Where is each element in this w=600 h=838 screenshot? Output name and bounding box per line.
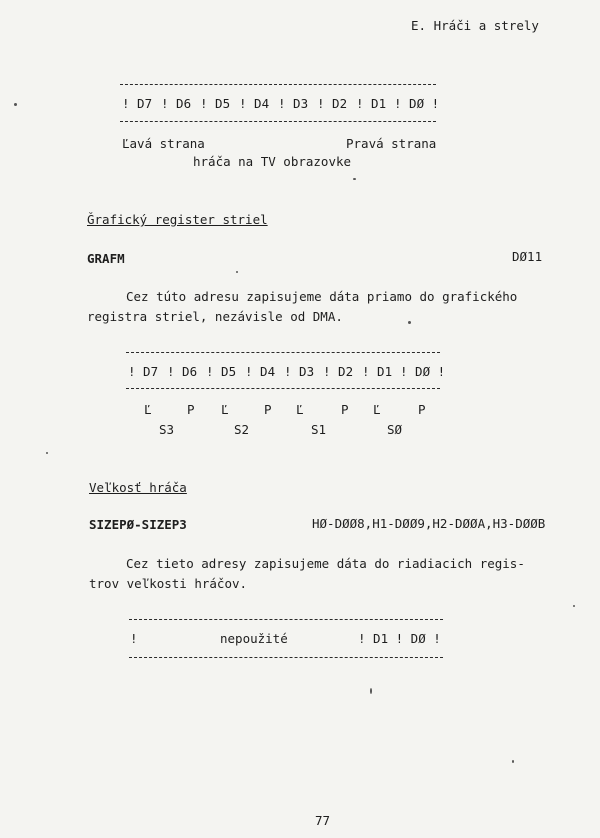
scan-speck — [353, 178, 356, 180]
scan-speck — [46, 452, 48, 454]
size-paragraph-line-2: trov veľkosti hráčov. — [89, 576, 248, 591]
missile-label-s2: S2 — [234, 422, 250, 437]
table-1-bit-d4: ! D4 — [239, 96, 270, 111]
scan-speck — [573, 605, 575, 607]
table-2-lp-label: P — [264, 402, 272, 417]
table-2-bit-d0: ! DØ ! — [400, 364, 446, 379]
table-3-unused-label: nepoužité — [220, 631, 288, 646]
table-2-bit-d7: ! D7 — [128, 364, 159, 379]
scan-speck — [370, 688, 372, 694]
table-1-bit-d0: ! DØ ! — [394, 96, 440, 111]
table-1-bit-d2: ! D2 — [317, 96, 348, 111]
table-2-bit-d5: ! D5 — [206, 364, 237, 379]
missiles-paragraph-line-1: Cez túto adresu zapisujeme dáta priamo do grafického — [126, 289, 518, 304]
table-3-bits: ! D1 ! DØ ! — [358, 631, 441, 646]
table-1-bit-d1: ! D1 — [356, 96, 387, 111]
table-1-caption: hráča na TV obrazovke — [193, 154, 352, 169]
table-2-bit-d6: ! D6 — [167, 364, 198, 379]
table-3-top-rule — [129, 619, 443, 620]
table-1-top-rule — [120, 84, 436, 85]
scan-speck — [236, 271, 238, 273]
missiles-register-name: GRAFM — [87, 251, 125, 266]
table-1-bit-d7: ! D7 — [122, 96, 153, 111]
table-2-lp-label: Ľ — [373, 402, 381, 417]
size-register-addresses: HØ-DØØ8,H1-DØØ9,H2-DØØA,H3-DØØB — [312, 516, 546, 531]
table-1-bit-d5: ! D5 — [200, 96, 231, 111]
table-2-bottom-rule — [126, 388, 440, 389]
left-side-label: Ľavá strana — [122, 136, 205, 151]
size-paragraph-line-1: Cez tieto adresy zapisujeme dáta do riadiacich regis- — [126, 556, 525, 571]
table-2-bit-d2: ! D2 — [323, 364, 354, 379]
missiles-section-heading: Ǧrafický register striel — [87, 212, 268, 227]
scan-speck — [408, 321, 411, 324]
table-2-top-rule — [126, 352, 440, 353]
table-2-lp-label: Ľ — [296, 402, 304, 417]
table-1-bit-d3: ! D3 — [278, 96, 309, 111]
right-side-label: Pravá strana — [346, 136, 437, 151]
page-number: 77 — [315, 813, 331, 828]
missile-label-s3: S3 — [159, 422, 175, 437]
missiles-register-address: DØ11 — [512, 249, 543, 264]
scan-speck — [512, 760, 514, 763]
table-2-bit-d4: ! D4 — [245, 364, 276, 379]
table-2-bit-d1: ! D1 — [362, 364, 393, 379]
table-1-bottom-rule — [120, 121, 436, 122]
table-2-lp-label: Ľ — [221, 402, 229, 417]
table-2-lp-label: Ľ — [144, 402, 152, 417]
size-section-heading: Veľkosť hráča — [89, 480, 187, 495]
missiles-paragraph-line-2: registra striel, nezávisle od DMA. — [87, 309, 343, 324]
missile-label-s1: S1 — [311, 422, 327, 437]
table-2-lp-label: P — [418, 402, 426, 417]
table-1-bit-d6: ! D6 — [161, 96, 192, 111]
scan-speck — [14, 103, 17, 106]
size-register-name: SIZEPØ-SIZEP3 — [89, 517, 187, 532]
table-2-bit-d3: ! D3 — [284, 364, 315, 379]
table-2-lp-label: P — [341, 402, 349, 417]
table-3-bottom-rule — [129, 657, 443, 658]
table-2-lp-label: P — [187, 402, 195, 417]
section-title: E. Hráči a strely — [411, 18, 539, 33]
missile-label-s0: SØ — [387, 422, 403, 437]
table-3-start-mark: ! — [130, 631, 138, 646]
